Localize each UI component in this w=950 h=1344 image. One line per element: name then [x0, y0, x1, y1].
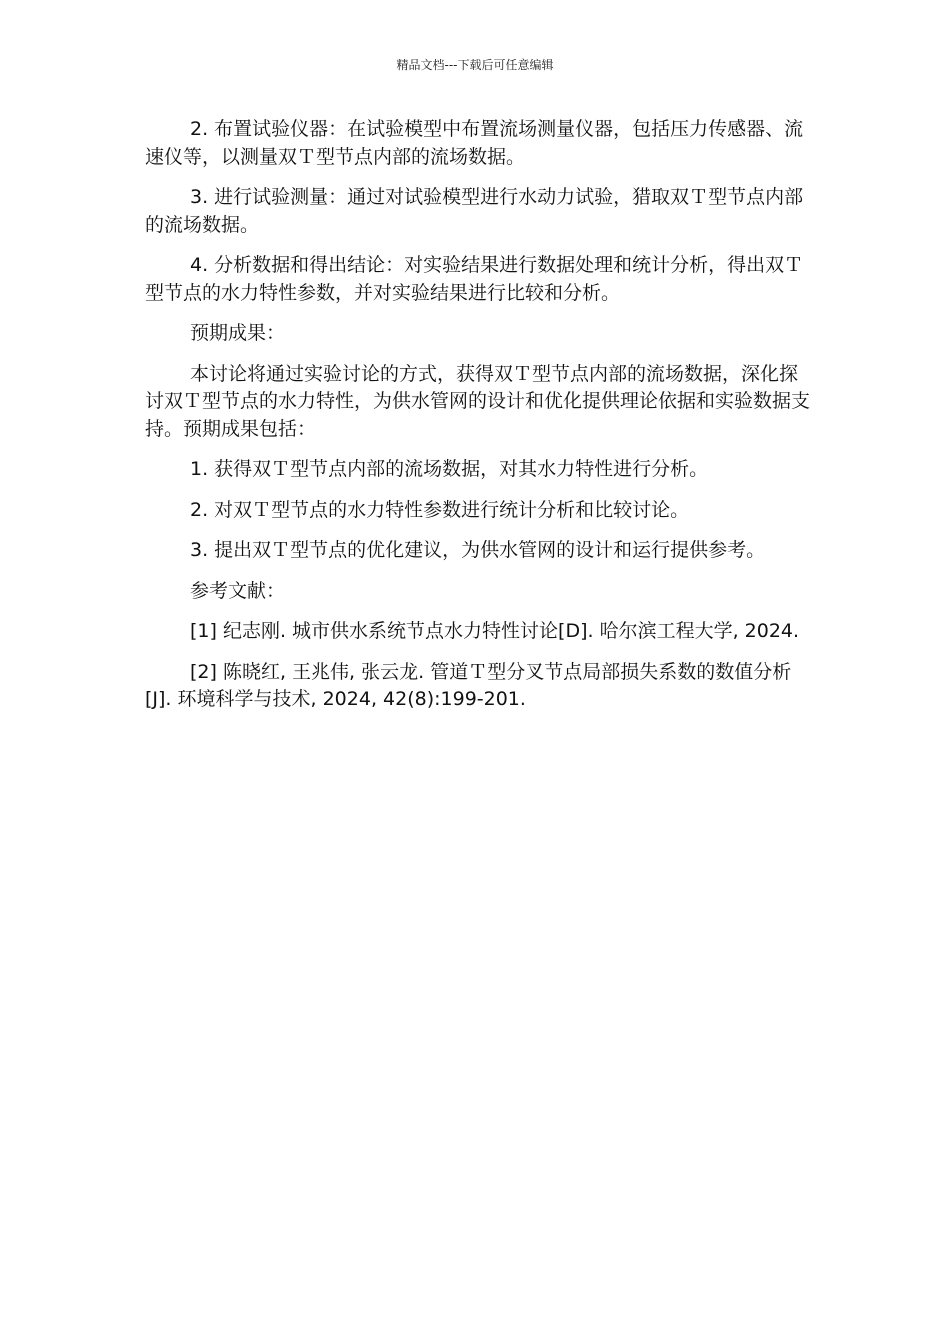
- result-item-3: 3. 提出双Ｔ型节点的优化建议，为供水管网的设计和运行提供参考。: [190, 539, 766, 561]
- expected-results-heading: 预期成果：: [190, 322, 286, 344]
- expected-results-intro: 本讨论将通过实验讨论的方式，获得双Ｔ型节点内部的流场数据，深化探讨双Ｔ型节点的水力特性，为供水管网的设计和优化提供理论依据和实验数据支持。预期成果包括：: [145, 362, 811, 440]
- step-4-paragraph: 4. 分析数据和得出结论：对实验结果进行数据处理和统计分析，得出双Ｔ型节点的水力特性参数，并对实验结果进行比较和分析。: [145, 254, 804, 304]
- document-body: [145, 116, 811, 727]
- references-heading: 参考文献：: [190, 579, 286, 602]
- step-2-paragraph: 2. 布置试验仪器：在试验模型中布置流场测量仪器，包括压力传感器、流速仪等，以测量双Ｔ型节点内部的流场数据。: [145, 118, 804, 168]
- step-3-paragraph: 3. 进行试验测量：通过对试验模型进行水动力试验，猎取双Ｔ型节点内部的流场数据。: [145, 186, 804, 236]
- page-header: 精品文档---下载后可任意编辑: [396, 58, 554, 72]
- reference-1: [1] 纪志刚. 城市供水系统节点水力特性讨论[D]. 哈尔滨工程大学, 2024.: [190, 620, 800, 642]
- result-item-1: 1. 获得双Ｔ型节点内部的流场数据，对其水力特性进行分析。: [190, 458, 709, 480]
- reference-2: [2] 陈晓红, 王兆伟, 张云龙. 管道Ｔ型分叉节点局部损失系数的数值分析[J]. 环境科学与技术, 2024, 42(8):199-201.: [145, 660, 792, 710]
- result-item-2: 2. 对双Ｔ型节点的水力特性参数进行统计分析和比较讨论。: [190, 498, 690, 521]
